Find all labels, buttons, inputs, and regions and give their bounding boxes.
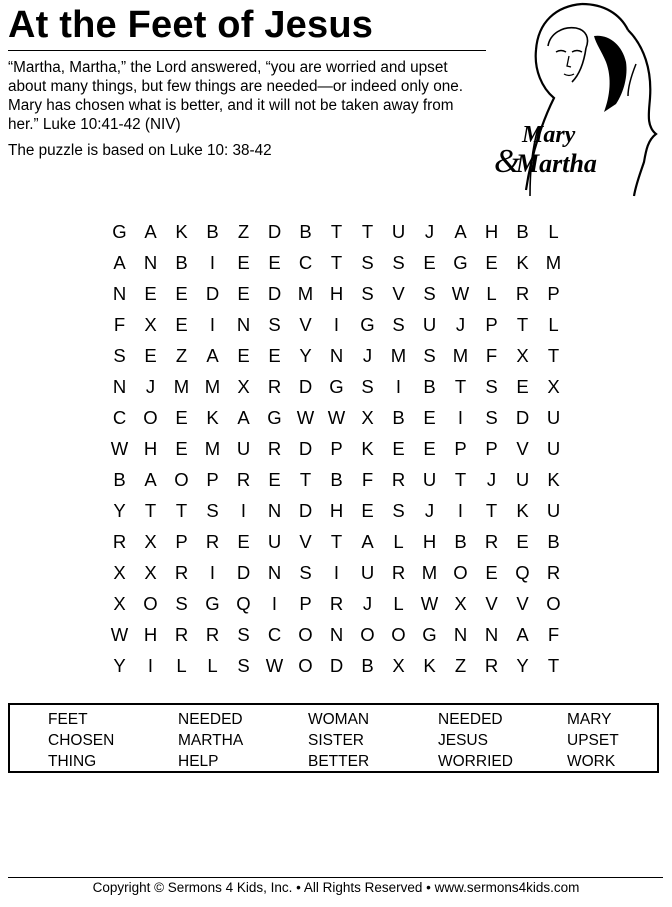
grid-letter[interactable]: T	[144, 500, 157, 521]
puzzle-basis-note: The puzzle is based on Luke 10: 38-42	[8, 142, 272, 159]
grid-letter[interactable]: L	[486, 283, 497, 304]
grid-letter[interactable]: K	[361, 438, 374, 459]
grid-letter[interactable]: H	[143, 438, 158, 459]
grid-letter[interactable]: D	[205, 283, 220, 304]
grid-letter[interactable]: L	[393, 531, 404, 552]
grid-letter[interactable]: X	[547, 376, 560, 397]
grid-letter[interactable]: S	[485, 407, 498, 428]
grid-letter[interactable]: X	[144, 314, 157, 335]
grid-letter[interactable]: J	[424, 221, 435, 242]
grid-letter[interactable]: R	[484, 531, 499, 552]
grid-letter[interactable]: E	[423, 407, 436, 428]
grid-row	[104, 495, 569, 526]
grid-letter[interactable]: H	[329, 283, 344, 304]
grid-letter[interactable]: W	[265, 655, 284, 676]
grid-letter[interactable]: R	[484, 655, 499, 676]
word-bank-word: WORRIED	[438, 753, 513, 770]
mary-martha-logo	[486, 0, 666, 200]
grid-letter[interactable]: U	[360, 562, 375, 583]
grid-letter[interactable]: E	[237, 252, 250, 273]
grid-letter[interactable]: X	[392, 655, 405, 676]
grid-letter[interactable]: M	[452, 345, 469, 366]
grid-letter[interactable]: A	[144, 469, 157, 490]
grid-letter[interactable]: E	[268, 252, 281, 273]
grid-letter[interactable]: A	[516, 624, 529, 645]
grid-letter[interactable]: I	[333, 314, 340, 335]
grid-letter[interactable]: M	[545, 252, 562, 273]
grid-letter[interactable]: J	[455, 314, 466, 335]
grid-letter[interactable]: I	[395, 376, 402, 397]
word-bank-word: UPSET	[567, 732, 619, 749]
grid-row	[104, 247, 569, 278]
grid-letter[interactable]: L	[176, 655, 187, 676]
grid-letter[interactable]: R	[546, 562, 561, 583]
grid-letter[interactable]: R	[391, 562, 406, 583]
grid-letter[interactable]: U	[546, 438, 561, 459]
grid-letter[interactable]: N	[112, 376, 127, 397]
grid-letter[interactable]: J	[145, 376, 156, 397]
grid-letter[interactable]: I	[240, 500, 247, 521]
grid-letter[interactable]: F	[361, 469, 374, 490]
word-bank-word: NEEDED	[438, 711, 503, 728]
grid-letter[interactable]: O	[546, 593, 561, 614]
grid-letter[interactable]: M	[297, 283, 314, 304]
grid-letter[interactable]: N	[329, 345, 344, 366]
grid-letter[interactable]: K	[516, 500, 529, 521]
grid-letter[interactable]: L	[548, 314, 559, 335]
grid-letter[interactable]: T	[516, 314, 529, 335]
grid-letter[interactable]: S	[361, 376, 374, 397]
word-bank-word: JESUS	[438, 732, 488, 749]
grid-letter[interactable]: D	[267, 283, 282, 304]
grid-letter[interactable]: M	[390, 345, 407, 366]
grid-letter[interactable]: T	[330, 531, 343, 552]
grid-letter[interactable]: B	[454, 531, 467, 552]
word-bank-word: SISTER	[308, 732, 364, 749]
grid-letter[interactable]: P	[175, 531, 188, 552]
grid-letter[interactable]: H	[422, 531, 437, 552]
grid-letter[interactable]: U	[546, 500, 561, 521]
grid-letter[interactable]: N	[236, 314, 251, 335]
grid-row	[104, 340, 569, 371]
grid-letter[interactable]: O	[143, 593, 158, 614]
grid-letter[interactable]: W	[451, 283, 470, 304]
grid-letter[interactable]: I	[457, 407, 464, 428]
grid-letter[interactable]: A	[454, 221, 467, 242]
grid-row	[104, 402, 569, 433]
footer-divider	[8, 877, 663, 878]
copyright-footer: Copyright © Sermons 4 Kids, Inc. • All Rights Reserved • www.sermons4kids.com	[92, 880, 580, 895]
grid-letter[interactable]: B	[516, 221, 529, 242]
grid-letter[interactable]: I	[209, 562, 216, 583]
grid-letter[interactable]: M	[204, 376, 221, 397]
grid-letter[interactable]: I	[147, 655, 154, 676]
grid-letter[interactable]: A	[206, 345, 219, 366]
grid-row	[104, 464, 569, 495]
mary-martha-logo-art	[486, 0, 666, 200]
grid-letter[interactable]: V	[516, 438, 529, 459]
grid-letter[interactable]: R	[174, 624, 189, 645]
grid-letter[interactable]: W	[327, 407, 346, 428]
word-bank	[8, 703, 659, 773]
grid-letter[interactable]: U	[422, 469, 437, 490]
grid-letter[interactable]: E	[423, 438, 436, 459]
grid-letter[interactable]: P	[547, 283, 560, 304]
grid-letter[interactable]: S	[423, 283, 436, 304]
logo-ampersand-text: &	[494, 143, 521, 180]
grid-letter[interactable]: E	[268, 345, 281, 366]
grid-letter[interactable]: D	[298, 500, 313, 521]
grid-letter[interactable]: S	[392, 500, 405, 521]
grid-letter[interactable]: R	[329, 593, 344, 614]
grid-letter[interactable]: X	[113, 562, 126, 583]
grid-letter[interactable]: U	[391, 221, 406, 242]
grid-letter[interactable]: P	[206, 469, 219, 490]
grid-letter[interactable]: Q	[515, 562, 530, 583]
grid-letter[interactable]: B	[206, 221, 219, 242]
grid-letter[interactable]: X	[454, 593, 467, 614]
grid-letter[interactable]: E	[144, 345, 157, 366]
grid-row	[104, 433, 569, 464]
grid-letter[interactable]: Y	[113, 500, 126, 521]
grid-letter[interactable]: C	[298, 252, 313, 273]
grid-letter[interactable]: F	[113, 314, 126, 335]
grid-letter[interactable]: H	[143, 624, 158, 645]
word-bank-column	[48, 709, 114, 772]
grid-letter[interactable]: S	[237, 624, 250, 645]
grid-letter[interactable]: F	[485, 345, 498, 366]
word-bank-word: MARY	[567, 711, 612, 728]
grid-letter[interactable]: U	[236, 438, 251, 459]
grid-letter[interactable]: N	[484, 624, 499, 645]
grid-letter[interactable]: M	[421, 562, 438, 583]
grid-letter[interactable]: S	[392, 252, 405, 273]
word-bank-word: MARTHA	[178, 732, 244, 749]
word-bank-column	[178, 709, 243, 772]
grid-letter[interactable]: B	[423, 376, 436, 397]
grid-letter[interactable]: E	[423, 252, 436, 273]
grid-letter[interactable]: T	[175, 500, 188, 521]
grid-letter[interactable]: J	[362, 345, 373, 366]
grid-letter[interactable]: S	[361, 252, 374, 273]
grid-letter[interactable]: Z	[175, 345, 188, 366]
grid-letter[interactable]: G	[267, 407, 282, 428]
grid-letter[interactable]: E	[144, 283, 157, 304]
grid-letter[interactable]: I	[271, 593, 278, 614]
grid-letter[interactable]: R	[205, 624, 220, 645]
logo-mary-text: Mary	[522, 122, 576, 148]
grid-letter[interactable]: A	[361, 531, 374, 552]
logo-martha-text: Martha	[516, 149, 597, 178]
title-divider	[8, 50, 486, 51]
grid-letter[interactable]: U	[515, 469, 530, 490]
grid-letter[interactable]: G	[205, 593, 220, 614]
grid-letter[interactable]: B	[547, 531, 560, 552]
grid-letter[interactable]: P	[485, 314, 498, 335]
grid-letter[interactable]: R	[205, 531, 220, 552]
grid-letter[interactable]: T	[547, 345, 560, 366]
grid-letter[interactable]: G	[360, 314, 375, 335]
grid-row	[104, 526, 569, 557]
grid-letter[interactable]: K	[423, 655, 436, 676]
grid-letter[interactable]: R	[236, 469, 251, 490]
grid-letter[interactable]: B	[175, 252, 188, 273]
grid-letter[interactable]: P	[299, 593, 312, 614]
grid-letter[interactable]: I	[457, 500, 464, 521]
grid-letter[interactable]: X	[144, 531, 157, 552]
grid-row	[104, 371, 569, 402]
grid-letter[interactable]: S	[237, 655, 250, 676]
grid-row	[104, 588, 569, 619]
grid-letter[interactable]: U	[422, 314, 437, 335]
grid-letter[interactable]: M	[173, 376, 190, 397]
grid-letter[interactable]: Z	[237, 221, 250, 242]
grid-letter[interactable]: B	[392, 407, 405, 428]
grid-letter[interactable]: G	[329, 376, 344, 397]
grid-letter[interactable]: L	[207, 655, 218, 676]
scripture-quote: “Martha, Martha,” the Lord answered, “you are worried and upset about many things, but few things are needed—or indeed only one. Mary has chosen what is better, and it will not be taken away from her.” Luke 10:41-42 (NIV)	[8, 59, 463, 133]
grid-letter[interactable]: C	[267, 624, 282, 645]
grid-letter[interactable]: K	[175, 221, 188, 242]
grid-letter[interactable]: B	[330, 469, 343, 490]
grid-letter[interactable]: E	[175, 438, 188, 459]
grid-letter[interactable]: N	[267, 562, 282, 583]
grid-letter[interactable]: W	[296, 407, 315, 428]
word-bank-word: NEEDED	[178, 711, 243, 728]
grid-letter[interactable]: E	[237, 531, 250, 552]
grid-letter[interactable]: O	[174, 469, 189, 490]
grid-letter[interactable]: E	[237, 283, 250, 304]
grid-letter[interactable]: S	[392, 314, 405, 335]
grid-letter[interactable]: S	[299, 562, 312, 583]
word-bank-column	[438, 709, 513, 772]
grid-letter[interactable]: W	[420, 593, 439, 614]
grid-letter[interactable]: J	[424, 500, 435, 521]
grid-letter[interactable]: H	[329, 500, 344, 521]
grid-letter[interactable]: Y	[516, 655, 529, 676]
grid-letter[interactable]: E	[268, 469, 281, 490]
grid-letter[interactable]: V	[392, 283, 405, 304]
grid-letter[interactable]: B	[299, 221, 312, 242]
page-title: At the Feet of Jesus	[8, 4, 374, 46]
grid-letter[interactable]: I	[333, 562, 340, 583]
grid-letter[interactable]: C	[112, 407, 127, 428]
grid-letter[interactable]: E	[175, 314, 188, 335]
grid-row	[104, 309, 569, 340]
grid-letter[interactable]: D	[267, 221, 282, 242]
grid-letter[interactable]: X	[516, 345, 529, 366]
grid-letter[interactable]: W	[110, 438, 129, 459]
grid-letter[interactable]: Q	[236, 593, 251, 614]
grid-letter[interactable]: T	[330, 252, 343, 273]
word-search-grid	[104, 216, 569, 681]
grid-letter[interactable]: X	[113, 593, 126, 614]
grid-letter[interactable]: D	[236, 562, 251, 583]
word-bank-word: HELP	[178, 753, 219, 770]
grid-letter[interactable]: G	[422, 624, 437, 645]
grid-letter[interactable]: K	[547, 469, 560, 490]
grid-letter[interactable]: H	[484, 221, 499, 242]
grid-letter[interactable]: F	[547, 624, 560, 645]
grid-letter[interactable]: G	[453, 252, 468, 273]
grid-letter[interactable]: L	[548, 221, 559, 242]
grid-letter[interactable]: Y	[299, 345, 312, 366]
grid-letter[interactable]: V	[299, 531, 312, 552]
grid-letter[interactable]: T	[299, 469, 312, 490]
grid-letter[interactable]: O	[391, 624, 406, 645]
grid-letter[interactable]: S	[485, 376, 498, 397]
grid-letter[interactable]: Y	[113, 655, 126, 676]
grid-letter[interactable]: S	[175, 593, 188, 614]
grid-letter[interactable]: D	[298, 438, 313, 459]
grid-letter[interactable]: I	[209, 314, 216, 335]
grid-letter[interactable]: A	[237, 407, 250, 428]
grid-letter[interactable]: R	[267, 376, 282, 397]
grid-letter[interactable]: E	[175, 283, 188, 304]
grid-letter[interactable]: E	[516, 531, 529, 552]
word-bank-word: THING	[48, 753, 97, 770]
grid-letter[interactable]: P	[330, 438, 343, 459]
grid-letter[interactable]: E	[361, 500, 374, 521]
word-bank-word: CHOSEN	[48, 732, 115, 749]
grid-letter[interactable]: E	[392, 438, 405, 459]
grid-letter[interactable]: L	[393, 593, 404, 614]
grid-letter[interactable]: Z	[454, 655, 467, 676]
grid-letter[interactable]: D	[329, 655, 344, 676]
grid-letter[interactable]: R	[112, 531, 127, 552]
grid-letter[interactable]: O	[453, 562, 468, 583]
grid-letter[interactable]: U	[267, 531, 282, 552]
grid-letter[interactable]: E	[485, 562, 498, 583]
grid-letter[interactable]: V	[485, 593, 498, 614]
grid-row	[104, 216, 569, 247]
grid-row	[104, 650, 569, 681]
grid-letter[interactable]: T	[485, 500, 498, 521]
grid-letter[interactable]: X	[144, 562, 157, 583]
grid-letter[interactable]: W	[110, 624, 129, 645]
grid-letter[interactable]: R	[267, 438, 282, 459]
grid-letter[interactable]: T	[330, 221, 343, 242]
grid-letter[interactable]: A	[113, 252, 126, 273]
grid-letter[interactable]: X	[361, 407, 374, 428]
grid-letter[interactable]: S	[361, 283, 374, 304]
grid-letter[interactable]: X	[237, 376, 250, 397]
grid-letter[interactable]: N	[453, 624, 468, 645]
grid-letter[interactable]: I	[209, 252, 216, 273]
grid-letter[interactable]: O	[143, 407, 158, 428]
grid-letter[interactable]: O	[298, 624, 313, 645]
grid-letter[interactable]: S	[268, 314, 281, 335]
grid-letter[interactable]: O	[298, 655, 313, 676]
grid-letter[interactable]: N	[329, 624, 344, 645]
grid-letter[interactable]: B	[361, 655, 374, 676]
word-bank-word: WOMAN	[308, 711, 370, 728]
grid-row	[104, 619, 569, 650]
word-bank-column	[567, 709, 619, 772]
grid-letter[interactable]: N	[112, 283, 127, 304]
grid-letter[interactable]: B	[113, 469, 126, 490]
grid-letter[interactable]: R	[391, 469, 406, 490]
grid-letter[interactable]: D	[515, 407, 530, 428]
grid-letter[interactable]: R	[174, 562, 189, 583]
grid-letter[interactable]: V	[516, 593, 529, 614]
grid-letter[interactable]: S	[113, 345, 126, 366]
grid-letter[interactable]: O	[360, 624, 375, 645]
grid-letter[interactable]: J	[362, 593, 373, 614]
grid-letter[interactable]: K	[206, 407, 219, 428]
grid-letter[interactable]: R	[515, 283, 530, 304]
grid-row	[104, 557, 569, 588]
word-bank-word: FEET	[48, 711, 88, 728]
grid-letter[interactable]: T	[454, 469, 467, 490]
grid-letter[interactable]: T	[547, 655, 560, 676]
grid-letter[interactable]: S	[423, 345, 436, 366]
grid-letter[interactable]: N	[143, 252, 158, 273]
grid-row	[104, 278, 569, 309]
grid-letter[interactable]: S	[206, 500, 219, 521]
grid-letter[interactable]: U	[546, 407, 561, 428]
grid-letter[interactable]: N	[267, 500, 282, 521]
grid-letter[interactable]: P	[454, 438, 467, 459]
grid-letter[interactable]: E	[237, 345, 250, 366]
word-bank-word: WORK	[567, 753, 616, 770]
grid-letter[interactable]: M	[204, 438, 221, 459]
grid-letter[interactable]: V	[299, 314, 312, 335]
grid-letter[interactable]: A	[144, 221, 157, 242]
word-bank-word: BETTER	[308, 753, 370, 770]
grid-letter[interactable]: K	[516, 252, 529, 273]
grid-letter[interactable]: E	[485, 252, 498, 273]
grid-letter[interactable]: J	[486, 469, 497, 490]
grid-letter[interactable]: E	[516, 376, 529, 397]
word-bank-column	[308, 709, 369, 772]
grid-letter[interactable]: D	[298, 376, 313, 397]
grid-letter[interactable]: E	[175, 407, 188, 428]
grid-letter[interactable]: P	[485, 438, 498, 459]
grid-letter[interactable]: T	[361, 221, 374, 242]
grid-letter[interactable]: T	[454, 376, 467, 397]
grid-letter[interactable]: G	[112, 221, 127, 242]
